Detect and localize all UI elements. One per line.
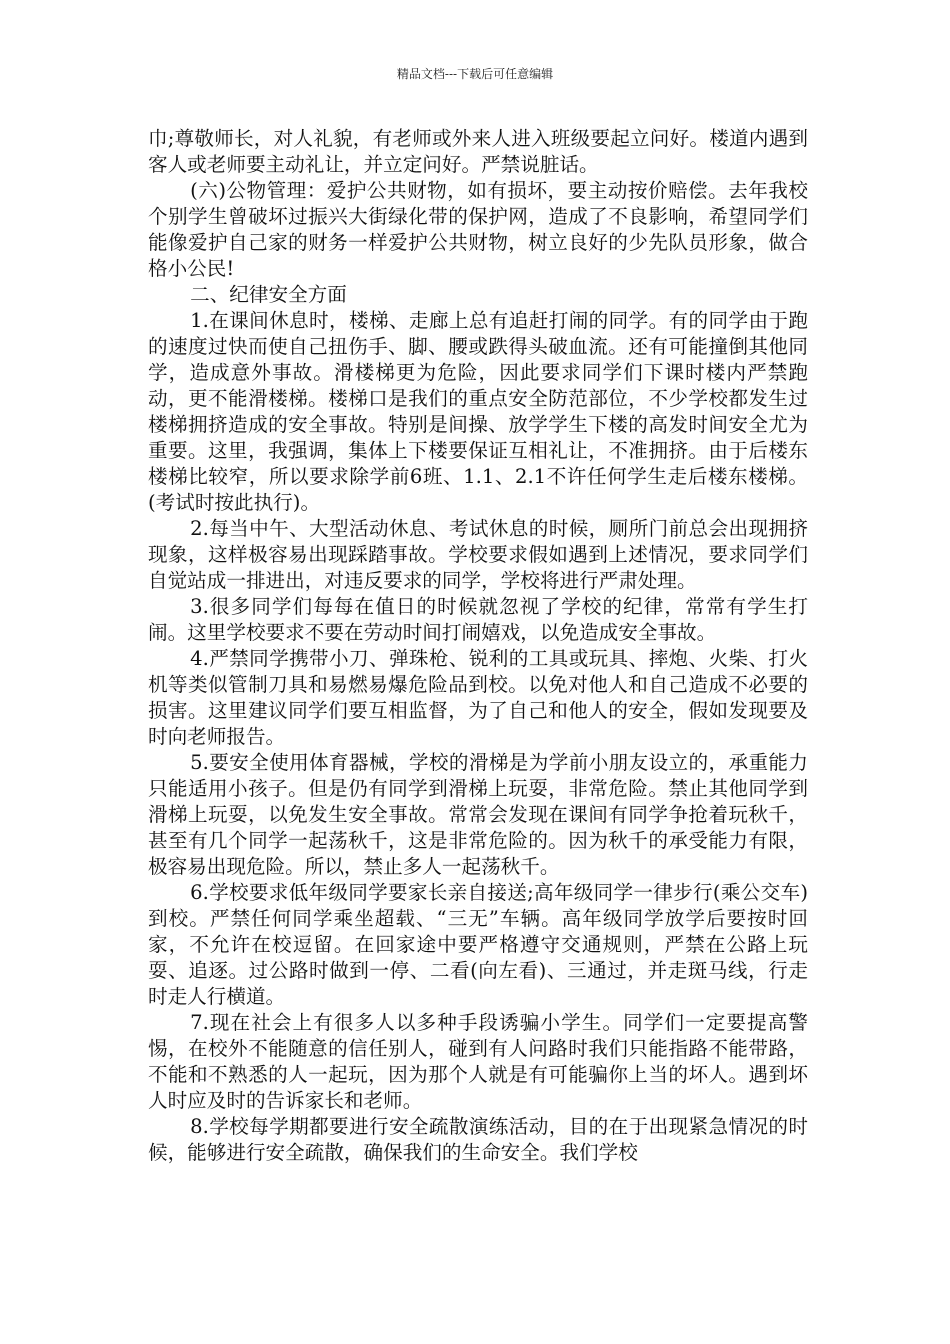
paragraph: 8.学校每学期都要进行安全疏散演练活动，目的在于出现紧急情况的时候，能够进行安全疏散，确保我们的生命安全。我们学校 — [148, 1115, 808, 1164]
section-heading: 二、纪律安全方面 — [190, 283, 347, 306]
paragraph: 7.现在社会上有很多人以多种手段诱骗小学生。同学们一定要提高警惕，在校外不能随意的信任别人，碰到有人问路时我们只能指路不能带路，不能和不熟悉的人一起玩，因为那个人就是有可能骗你上当的坏人。遇到坏人时应及时的告诉家长和老师。 — [148, 1011, 808, 1112]
paragraph: (六)公物管理：爱护公共财物，如有损坏，要主动按价赔偿。去年我校个别学生曾破坏过振兴大街绿化带的保护网，造成了不良影响，希望同学们能像爱护自己家的财务一样爱护公共财物，树立良好的少先队员形象，做合格小公民! — [148, 179, 808, 280]
body-text — [148, 126, 808, 1166]
paragraph: 5.要安全使用体育器械，学校的滑梯是为学前小朋友设立的，承重能力只能适用小孩子。但是仍有同学到滑梯上玩耍，非常危险。禁止其他同学到滑梯上玩耍，以免发生安全事故。常常会发现在课间有同学争抢着玩秋千，甚至有几个同学一起荡秋千，这是非常危险的。因为秋千的承受能力有限，极容易出现危险。所以，禁止多人一起荡秋千。 — [148, 751, 808, 878]
paragraph: 2.每当中午、大型活动休息、考试休息的时候，厕所门前总会出现拥挤现象，这样极容易出现踩踏事故。学校要求假如遇到上述情况，要求同学们自觉站成一排进出，对违反要求的同学，学校将进行严肃处理。 — [148, 517, 808, 592]
paragraph: 1.在课间休息时，楼梯、走廊上总有追赶打闹的同学。有的同学由于跑的速度过快而使自己扭伤手、脚、腰或跌得头破血流。还有可能撞倒其他同学，造成意外事故。滑楼梯更为危险，因此要求同学们下课时楼内严禁跑动，更不能滑楼梯。楼梯口是我们的重点安全防范部位，不少学校都发生过楼梯拥挤造成的安全事故。特别是间操、放学学生下楼的高发时间安全尤为重要。这里，我强调，集体上下楼要保证互相礼让，不准拥挤。由于后楼东楼梯比较窄，所以要求除学前6班、1.1、2.1不许任何学生走后楼东楼梯。(考试时按此执行)。 — [148, 309, 808, 514]
paragraph: 3.很多同学们每每在值日的时候就忽视了学校的纪律，常常有学生打闹。这里学校要求不要在劳动时间打闹嬉戏，以免造成安全事故。 — [148, 595, 808, 644]
paragraph: 4.严禁同学携带小刀、弹珠枪、锐利的工具或玩具、摔炮、火柴、打火机等类似管制刀具和易燃易爆危险品到校。以免对他人和自己造成不必要的损害。这里建议同学们要互相监督，为了自己和他人的安全，假如发现要及时向老师报告。 — [148, 647, 808, 748]
paragraph: 巾;尊敬师长，对人礼貌，有老师或外来人进入班级要起立问好。楼道内遇到客人或老师要主动礼让，并立定问好。严禁说脏话。 — [148, 127, 808, 176]
paragraph: 6.学校要求低年级同学要家长亲自接送;高年级同学一律步行(乘公交车)到校。严禁任何同学乘坐超载、“三无”车辆。高年级同学放学后要按时回家，不允许在校逗留。在回家途中要严格遵守交通规则，严禁在公路上玩耍、追逐。过公路时做到一停、二看(向左看)、三通过，并走斑马线，行走时走人行横道。 — [148, 881, 808, 1008]
page-header: 精品文档---下载后可任意编辑 — [396, 67, 554, 81]
